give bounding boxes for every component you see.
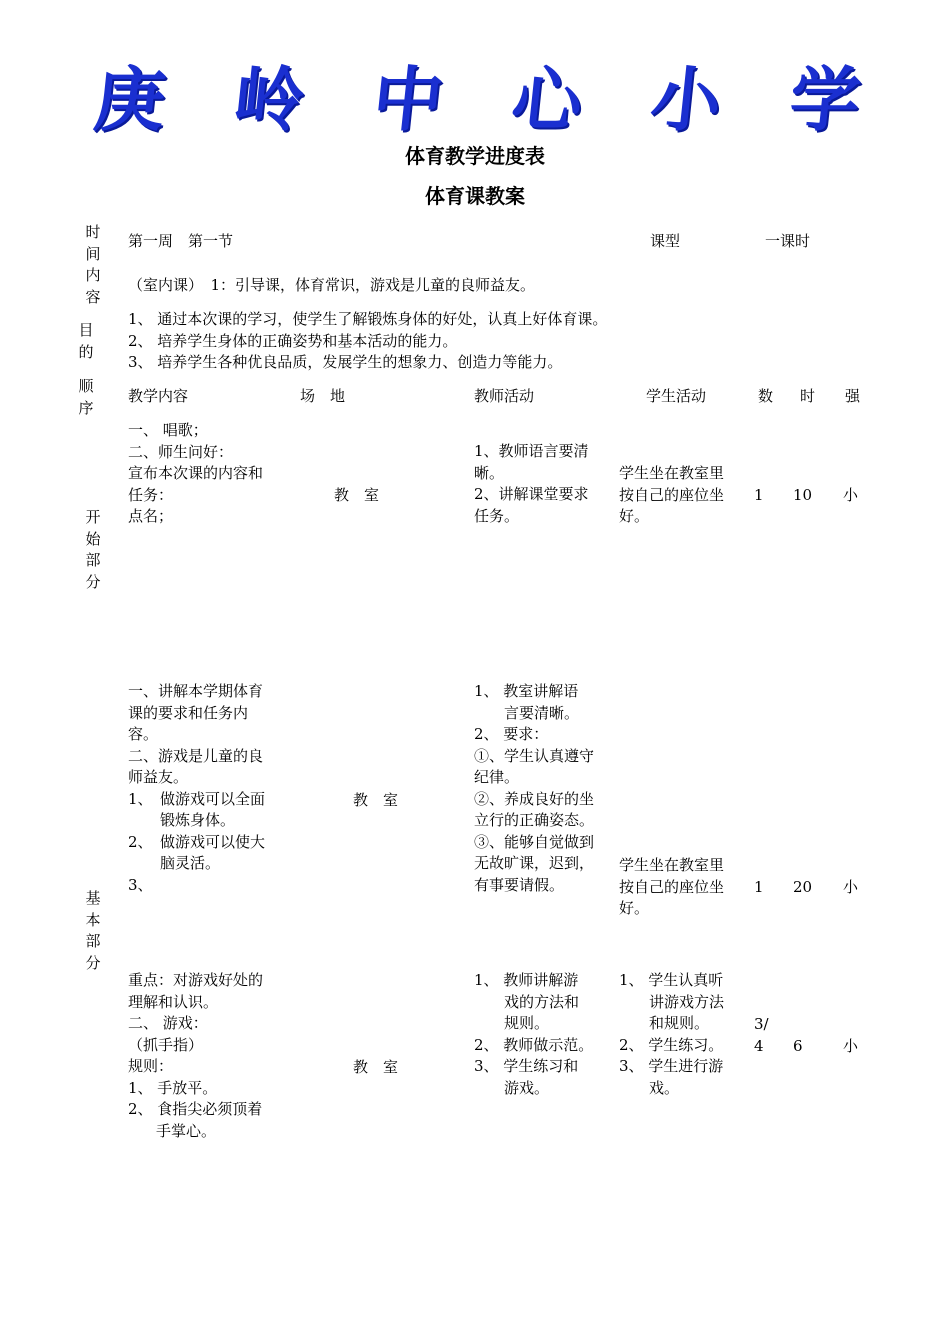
document-title: 体育教学进度表: [405, 144, 545, 168]
col-header-time: 时: [800, 387, 816, 405]
label-order: 顺 序: [78, 377, 94, 417]
banner-char: 庚: [90, 58, 170, 141]
section1-count: 1: [754, 486, 764, 504]
school-name-banner: [90, 58, 865, 141]
objective-item: 3、 培养学生各种优良品质，发展学生的想象力、创造力等能力。: [128, 353, 563, 371]
document-subtitle: 体育课教案: [425, 184, 525, 208]
col-header-student: 学生活动: [646, 387, 707, 405]
section2-intensity: 小: [843, 878, 859, 896]
section1-venue: 教 室: [334, 486, 380, 504]
section2-count: 1: [754, 878, 764, 896]
section3-teacher: 1、 教师讲解游 戏的方法和 规则。 2、 教师做示范。 3、 学生练习和 游戏。: [474, 971, 594, 1097]
section2-teacher: 1、 教室讲解语 言要清晰。 2、 要求： ①、学生认真遵守 纪律。 ②、养成良好的坐 立行的正确姿态。 ③、能够自觉做到 无故旷课，迟到， 有事要请假。: [474, 682, 595, 894]
lesson-type-label: 课型: [650, 232, 681, 250]
objective-item: 2、 培养学生身体的正确姿势和基本活动的能力。: [128, 331, 458, 350]
col-header-content: 教学内容: [128, 387, 189, 405]
lesson-topic: （室内课） 1：引导课，体育常识，游戏是儿童的良师益友。: [128, 276, 536, 294]
section2-student: 学生坐在教室里 按自己的座位坐 好。: [619, 856, 725, 917]
col-header-count: 数: [758, 387, 774, 405]
section3-student: 1、 学生认真听 讲游戏方法 和规则。 2、 学生练习。 3、 学生进行游 戏。: [619, 971, 725, 1097]
section3-time: 6: [793, 1037, 803, 1055]
objectives-list: [128, 309, 607, 374]
section3-venue: 教 室: [353, 1058, 399, 1076]
label-basic-part: 基 本 部 分: [85, 889, 101, 972]
section2-content: 一、讲解本学期体育 课的要求和任务内 容。 二、游戏是儿童的良 师益友。 1、 做游戏可以全面 锻炼身体。 2、 做游戏可以使大 脑灵活。 3、: [128, 682, 266, 894]
label-start-part: 开 始 部 分: [85, 508, 101, 591]
banner-char: 岭: [229, 58, 309, 141]
section2-time: 20: [793, 878, 813, 896]
banner-char: 心: [507, 58, 587, 141]
section1-student: 学生坐在教室里 按自己的座位坐 好。: [619, 464, 725, 525]
objective-item: 1、 通过本次课的学习，使学生了解锻炼身体的好处，认真上好体育课。: [128, 310, 608, 328]
section1-time: 10: [793, 486, 813, 504]
section2-venue: 教 室: [353, 791, 399, 809]
section3-intensity: 小: [843, 1037, 859, 1055]
section3-count-cont: 4: [754, 1037, 764, 1055]
banner-char: 小: [646, 58, 726, 141]
banner-char: 学: [785, 58, 865, 141]
banner-char: 中: [368, 58, 448, 141]
col-header-venue: 场 地: [300, 387, 346, 405]
label-purpose: 目 的: [78, 321, 94, 361]
section1-intensity: 小: [843, 486, 859, 504]
section3-count: 3/: [754, 1015, 769, 1033]
week-lesson: 第一周 第一节: [128, 232, 234, 250]
section1-content: 一、 唱歌； 二、师生问好： 宣布本次课的内容和 任务： 点名；: [128, 421, 264, 525]
section1-teacher: 1、教师语言要清 晰。 2、讲解课堂要求 任务。: [474, 442, 589, 525]
lesson-type-value: 一课时: [765, 232, 811, 250]
section3-content: 重点：对游戏好处的 理解和认识。 二、 游戏： （抓手指） 规则： 1、 手放平。 2、 食指尖必须顶着 手掌心。: [128, 971, 264, 1140]
col-header-teacher: 教师活动: [474, 387, 535, 405]
col-header-intensity: 强: [845, 387, 861, 405]
label-time-content: 时 间 内 容: [85, 223, 101, 306]
